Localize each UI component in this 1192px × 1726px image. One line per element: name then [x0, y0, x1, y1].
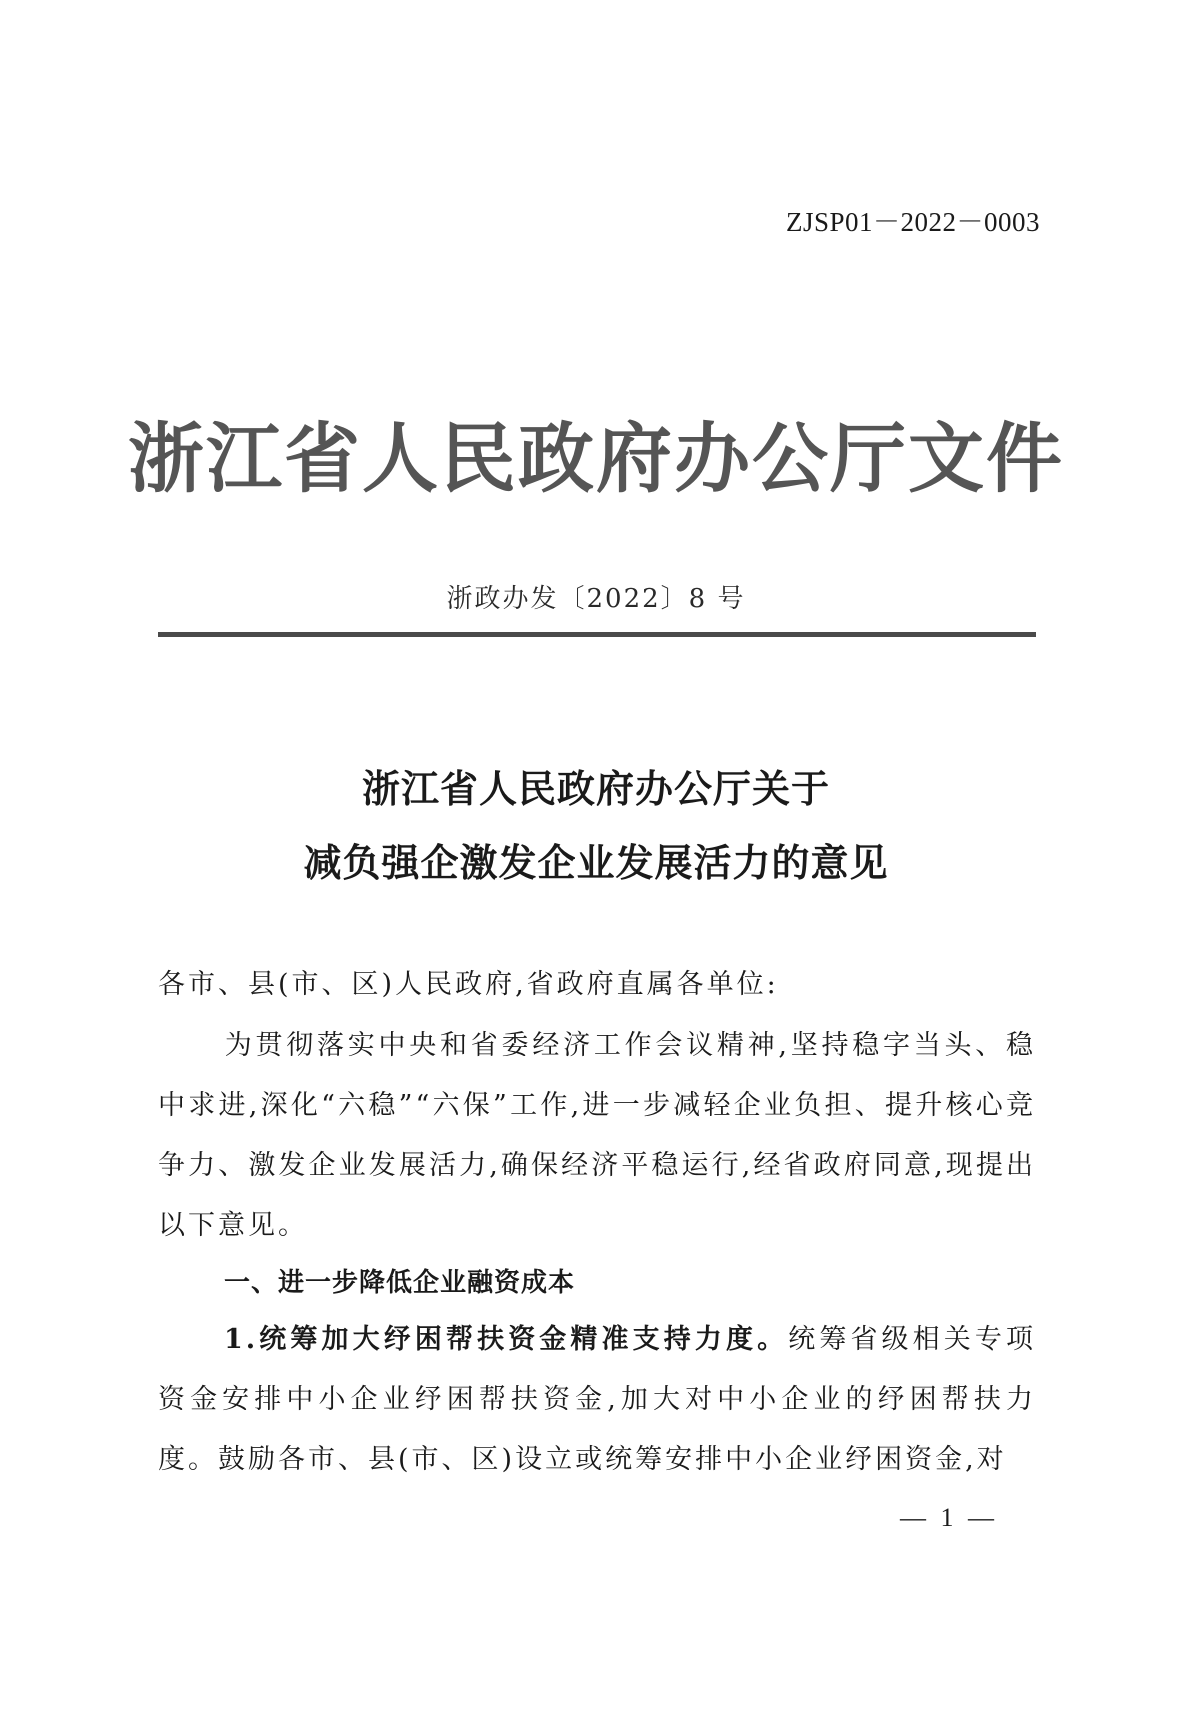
- page-number: — 1 —: [900, 1503, 998, 1532]
- section-heading-1: 一、进一步降低企业融资成本: [224, 1268, 576, 1298]
- header-divider-line: [158, 632, 1036, 637]
- intro-paragraph: [158, 1016, 1036, 1256]
- intro-paragraph-text: 为贯彻落实中央和省委经济工作会议精神,坚持稳字当头、稳中求进,深化“六稳”“六保”工作,进一步减轻企业负担、提升核心竞争力、激发企业发展活力,确保经济平稳运行,经省政府同意,现提出以下意见。: [158, 1030, 1036, 1241]
- document-title-line-2: 减负强企激发企业发展活力的意见: [303, 840, 889, 885]
- document-code: ZJSP01－2022－0003: [785, 207, 1040, 237]
- item-1-lead: 1.统筹加大纾困帮扶资金精准支持力度。: [224, 1324, 789, 1355]
- addressee-line: 各市、县(市、区)人民政府,省政府直属各单位:: [158, 969, 779, 1000]
- item-1-text: 统筹省级相关专项资金安排中小企业纾困帮扶资金,加大对中小企业的纾困帮扶力度。鼓励各市、县(市、区)设立或统筹安排中小企业纾困资金,对: [158, 1324, 1037, 1475]
- item-1-paragraph: [158, 1310, 1036, 1490]
- document-number: 浙政办发〔2022〕8 号: [446, 584, 746, 614]
- document-title-line-1: 浙江省人民政府办公厅关于: [361, 766, 830, 811]
- issuer-header-title: 浙江省人民政府办公厅文件: [128, 414, 1064, 503]
